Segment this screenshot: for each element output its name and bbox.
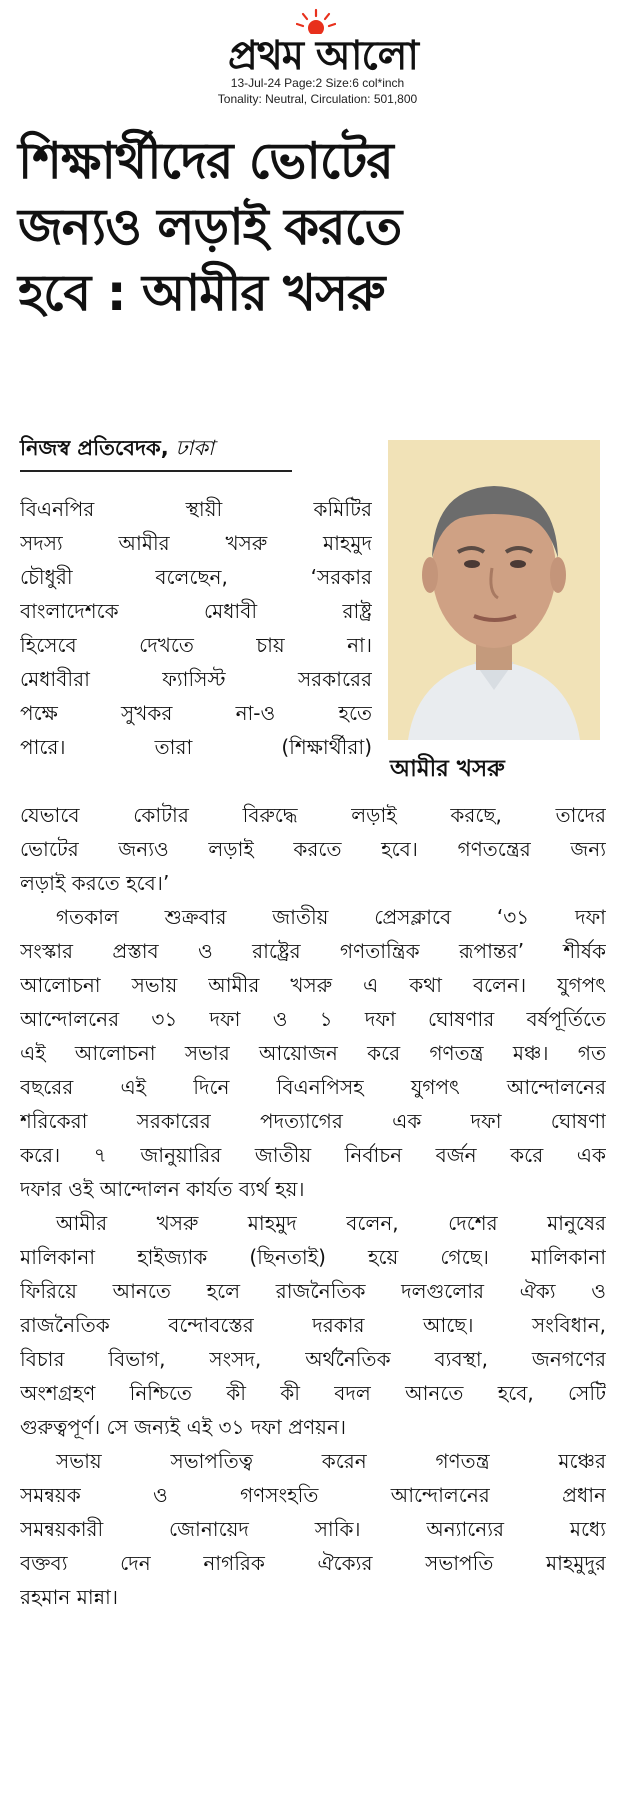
article-line: বছরের এই দিনে বিএনপিসহ যুগপৎ আন্দোলনের	[20, 1075, 606, 1099]
article-line: গুরুত্বপূর্ণ। সে জন্যই এই ৩১ দফা প্রণয়ন।	[20, 1415, 347, 1439]
headline-line: জন্যও লড়াই করতে	[18, 198, 402, 256]
article-line: শরিকেরা সরকারের পদত্যাগের এক দফা ঘোষণা	[20, 1109, 606, 1133]
article-line: ফিরিয়ে আনতে হলে রাজনৈতিক দলগুলোর ঐক্য ও	[20, 1279, 606, 1303]
portrait-illustration	[388, 440, 600, 740]
article-line: মালিকানা হাইজ্যাক (ছিনতাই) হয়ে গেছে। মালিকানা	[20, 1245, 606, 1269]
headline	[18, 128, 618, 326]
article-line: আলোচনা সভায় আমীর খসরু এ কথা বলেন। যুগপৎ	[20, 973, 606, 997]
article-line: গতকাল শুক্রবার জাতীয় প্রেসক্লাবে ‘৩১ দফা	[56, 905, 606, 929]
article-line: বিএনপির স্থায়ী কমিটির	[20, 497, 372, 521]
article-line: করে। ৭ জানুয়ারির জাতীয় নির্বাচন বর্জন করে এক	[20, 1143, 606, 1167]
article-line: যেভাবে কোটার বিরুদ্ধে লড়াই করছে, তাদের	[20, 803, 606, 827]
article-body-column-top	[20, 492, 372, 764]
article-line: চৌধুরী বলেছেন, ‘সরকার	[20, 565, 372, 589]
article-line: দফার ওই আন্দোলন কার্যত ব্যর্থ হয়।	[20, 1177, 305, 1201]
article-line: রাজনৈতিক বন্দোবস্তের দরকার আছে। সংবিধান,	[20, 1313, 606, 1337]
article-line: মেধাবীরা ফ্যাসিস্ট সরকারের	[20, 667, 372, 691]
article-line: পারে। তারা (শিক্ষার্থীরা)	[20, 735, 372, 759]
article-line: সদস্য আমীর খসরু মাহমুদ	[20, 531, 372, 555]
byline-reporter: নিজস্ব প্রতিবেদক,	[20, 436, 169, 460]
clipping-meta-date-size: 13-Jul-24 Page:2 Size:6 col*inch	[230, 76, 405, 90]
article-line: বিচার বিভাগ, সংসদ, অর্থনৈতিক ব্যবস্থা, জনগণের	[20, 1347, 606, 1371]
logo-text: প্রথম আলো	[227, 33, 419, 79]
article-line: রহমান মান্না।	[20, 1585, 118, 1609]
article-line: এই আলোচনা সভার আয়োজন করে গণতন্ত্র মঞ্চ। গত	[20, 1041, 606, 1065]
article-line: সভায় সভাপতিত্ব করেন গণতন্ত্র মঞ্চের	[56, 1449, 606, 1473]
article-line: বক্তব্য দেন নাগরিক ঐক্যের সভাপতি মাহমুদুর	[20, 1551, 606, 1575]
article-line: সমন্বয়কারী জোনায়েদ সাকি। অন্যান্যের মধ্যে	[20, 1517, 606, 1541]
article-body-column-bottom	[20, 798, 606, 1614]
clipping-meta-tonality: Tonality: Neutral, Circulation: 501,800	[217, 92, 418, 106]
article-line: হিসেবে দেখতে চায় না।	[20, 633, 372, 657]
headline-line: হবে : আমীর খসরু	[18, 264, 385, 322]
article-line: আন্দোলনের ৩১ দফা ও ১ দফা ঘোষণার বর্ষপূর্তিতে	[20, 1007, 606, 1031]
article-line: লড়াই করতে হবে।’	[20, 871, 170, 895]
masthead	[0, 0, 635, 108]
article-line: অংশগ্রহণ নিশ্চিতে কী কী বদল আনতে হবে, সেটি	[20, 1381, 606, 1405]
article-line: ভোটের জন্যও লড়াই করতে হবে। গণতন্ত্রের জন্য	[20, 837, 606, 861]
article-line: বাংলাদেশকে মেধাবী রাষ্ট্র	[20, 599, 372, 623]
byline	[20, 432, 295, 467]
article-line: আমীর খসরু মাহমুদ বলেন, দেশের মানুষের	[56, 1211, 606, 1235]
article-line: সংস্কার প্রস্তাব ও রাষ্ট্রের গণতান্ত্রিক রূপান্তর’ শীর্ষক	[20, 939, 606, 963]
headline-line: শিক্ষার্থীদের ভোটের	[18, 132, 393, 190]
byline-place: ঢাকা	[168, 436, 215, 460]
portrait-photo	[388, 440, 600, 740]
article-line: সমন্বয়ক ও গণসংহতি আন্দোলনের প্রধান	[20, 1483, 606, 1507]
byline-divider	[20, 470, 292, 472]
prothom-alo-logo	[178, 8, 468, 79]
article-line: পক্ষে সুখকর না-ও হতে	[20, 701, 372, 725]
photo-caption: আমীর খসরু	[390, 756, 505, 782]
